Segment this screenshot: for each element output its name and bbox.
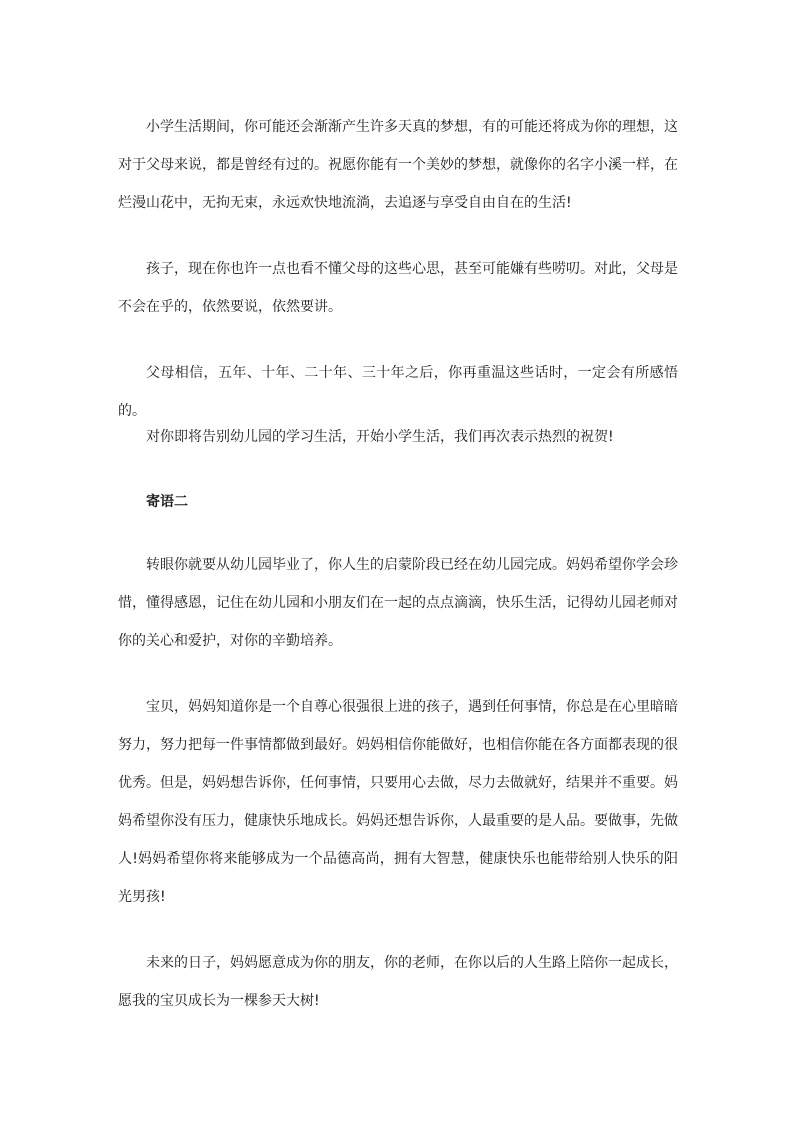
section-heading: 寄语二: [146, 494, 188, 510]
paragraph-parents-believe: 父母相信，五年、十年、二十年、三十年之后，你再重温这些话时，一定会有所感悟的。: [118, 365, 678, 419]
paragraph-baby-message: 宝贝，妈妈知道你是一个自尊心很强很上进的孩子，遇到任何事情，你总是在心里暗暗努力，努力把每一件事情都做到最好。妈妈相信你能做好，也相信你能在各方面都表现的很优秀。但是，妈妈想告诉你，任何事情，只要用心去做，尽力去做就好，结果并不重要。妈妈希望你没有压力，健康快乐地成长。妈妈还想告诉你，人最重要的是人品。要做事，先做人!妈妈希望你将来能够成为一个品德高尚，拥有大智慧，健康快乐也能带给别人快乐的阳光男孩!: [118, 699, 678, 905]
paragraph-future-days: 未来的日子，妈妈愿意成为你的朋友，你的老师，在你以后的人生路上陪你一起成长，愿我的宝贝成长为一棵参天大树!: [118, 955, 678, 1009]
paragraph-child-understanding: 孩子，现在你也许一点也看不懂父母的这些心思，甚至可能嫌有些唠叨。对此，父母是不会在乎的，依然要说，依然要讲。: [118, 261, 678, 315]
paragraph-congratulations: 对你即将告别幼儿园的学习生活，开始小学生活，我们再次表示热烈的祝贺!: [146, 429, 614, 445]
paragraph-dreams: 小学生活期间，你可能还会渐渐产生许多天真的梦想，有的可能还将成为你的理想，这对于父母来说，都是曾经有过的。祝愿你能有一个美妙的梦想，就像你的名字小溪一样，在烂漫山花中，无拘无束，永远欢快地流淌，去追逐与享受自由自在的生活!: [118, 119, 678, 211]
paragraph-graduation: 转眼你就要从幼儿园毕业了，你人生的启蒙阶段已经在幼儿园完成。妈妈希望你学会珍惜，懂得感恩，记住在幼儿园和小朋友们在一起的点点滴滴，快乐生活，记得幼儿园老师对你的关心和爱护，对你的辛勤培养。: [118, 557, 678, 649]
